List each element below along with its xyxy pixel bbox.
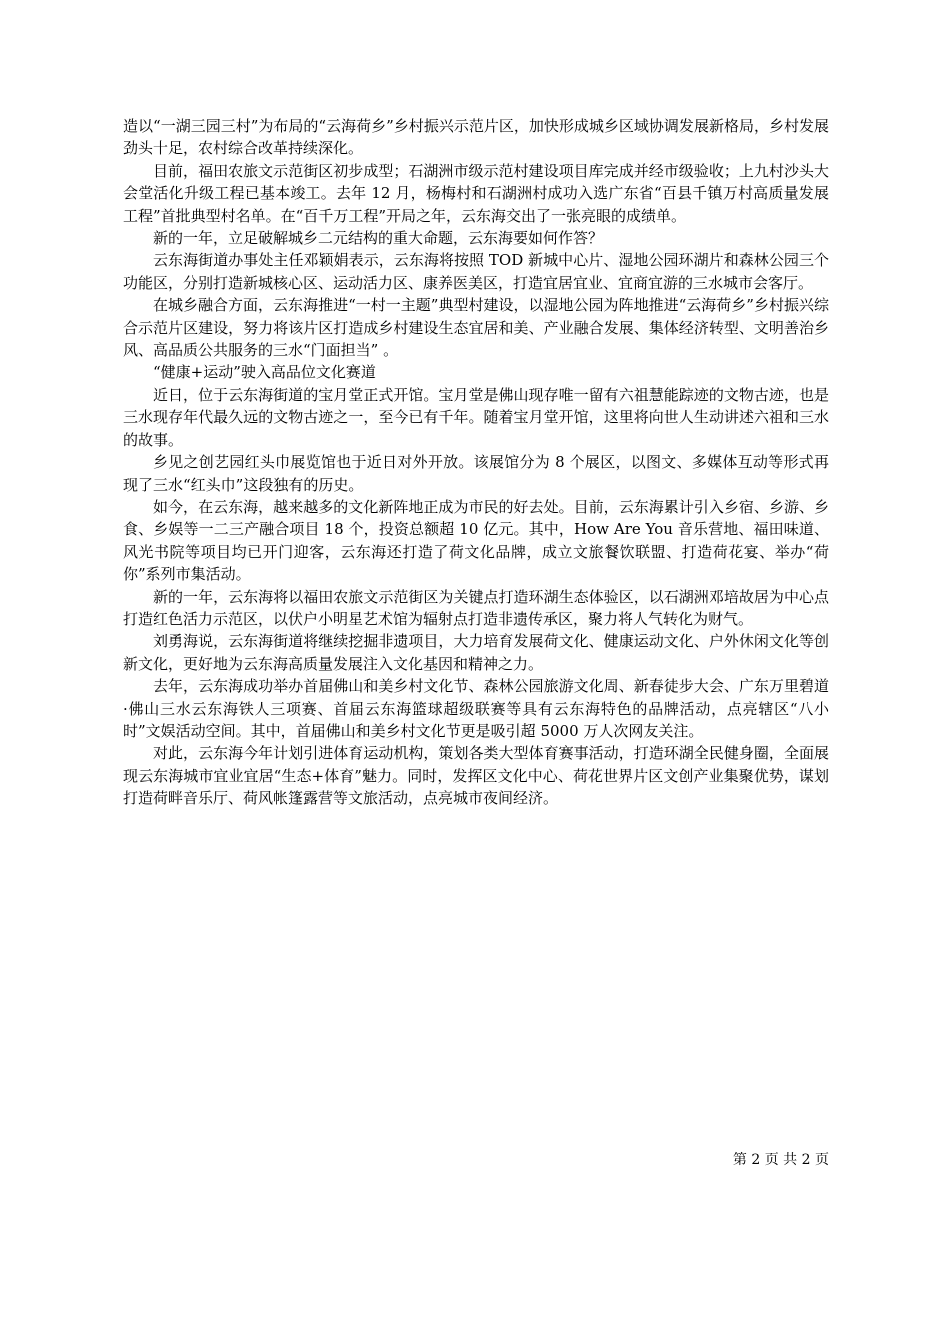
page-number-footer: 第 2 页 共 2 页 bbox=[732, 1152, 829, 1168]
article-body bbox=[123, 115, 829, 810]
paragraph: 新的一年，立足破解城乡二元结构的重大命题，云东海要如何作答？ bbox=[153, 229, 604, 248]
paragraph: 目前，福田农旅文示范街区初步成型；石湖洲市级示范村建设项目库完成并经市级验收；上九村沙头大会堂活化升级工程已基本竣工。去年 12 月，杨梅村和石湖洲村成功入选广东省“百县千镇万村高质量发展工程”首批典型村名单。在“百千万工程”开局之年，云东海交出了一张亮眼的成绩单。 bbox=[123, 161, 829, 225]
paragraph: 去年，云东海成功举办首届佛山和美乡村文化节、森林公园旅游文化周、新春徒步大会、广东万里碧道·佛山三水云东海铁人三项赛、首届云东海篮球超级联赛等具有云东海特色的品牌活动，点亮辖区“八小时”文娱活动空间。其中，首届佛山和美乡村文化节更是吸引超 5000 万人次网友关注。 bbox=[123, 677, 829, 740]
paragraph: 造以“一湖三园三村”为布局的“云海荷乡”乡村振兴示范片区，加快形成城乡区域协调发展新格局，乡村发展劲头十足，农村综合改革持续深化。 bbox=[123, 117, 829, 158]
paragraph: 刘勇海说，云东海街道将继续挖掘非遗项目，大力培育发展荷文化、健康运动文化、户外休闲文化等创新文化，更好地为云东海高质量发展注入文化基因和精神之力。 bbox=[123, 632, 829, 673]
paragraph: 如今，在云东海，越来越多的文化新阵地正成为市民的好去处。目前，云东海累计引入乡宿、乡游、乡食、乡娱等一二三产融合项目 18 个，投资总额超 10 亿元。其中，How Are You 音乐营地、福田味道、风光书院等项目均已开门迎客，云东海还打造了荷文化品牌，成立文旅餐饮联盟、打造荷花宴、举办“荷你”系列市集活动。 bbox=[123, 497, 829, 584]
paragraph: 乡见之创艺园红头巾展览馆也于近日对外开放。该展馆分为 8 个展区，以图文、多媒体互动等形式再现了三水“红头巾”这段独有的历史。 bbox=[123, 453, 829, 494]
section-heading: “健康+运动”驶入高品位文化赛道 bbox=[153, 363, 376, 382]
paragraph: 近日，位于云东海街道的宝月堂正式开馆。宝月堂是佛山现存唯一留有六祖慧能踪迹的文物古迹，也是三水现存年代最久远的文物古迹之一，至今已有千年。随着宝月堂开馆，这里将向世人生动讲述六祖和三水的故事。 bbox=[123, 385, 829, 449]
paragraph: 新的一年，云东海将以福田农旅文示范街区为关键点打造环湖生态体验区，以石湖洲邓培故居为中心点打造红色活力示范区，以伏户小明星艺术馆为辐射点打造非遗传承区，聚力将人气转化为财气。 bbox=[123, 587, 829, 628]
paragraph: 云东海街道办事处主任邓颖娟表示，云东海将按照 TOD 新城中心片、湿地公园环湖片和森林公园三个功能区，分别打造新城核心区、运动活力区、康养医美区，打造宜居宜业、宜商宜游的三水城市会客厅。 bbox=[123, 251, 829, 292]
paragraph: 对此，云东海今年计划引进体育运动机构，策划各类大型体育赛事活动，打造环湖全民健身圈，全面展现云东海城市宜业宜居“生态+体育”魅力。同时，发挥区文化中心、荷花世界片区文创产业集聚优势，谋划打造荷畔音乐厅、荷风帐篷露营等文旅活动，点亮城市夜间经济。 bbox=[123, 744, 829, 808]
paragraph: 在城乡融合方面，云东海推进“一村一主题”典型村建设，以湿地公园为阵地推进“云海荷乡”乡村振兴综合示范片区建设，努力将该片区打造成乡村建设生态宜居和美、产业融合发展、集体经济转型、文明善治乡风、高品质公共服务的三水“门面担当” 。 bbox=[123, 296, 829, 360]
